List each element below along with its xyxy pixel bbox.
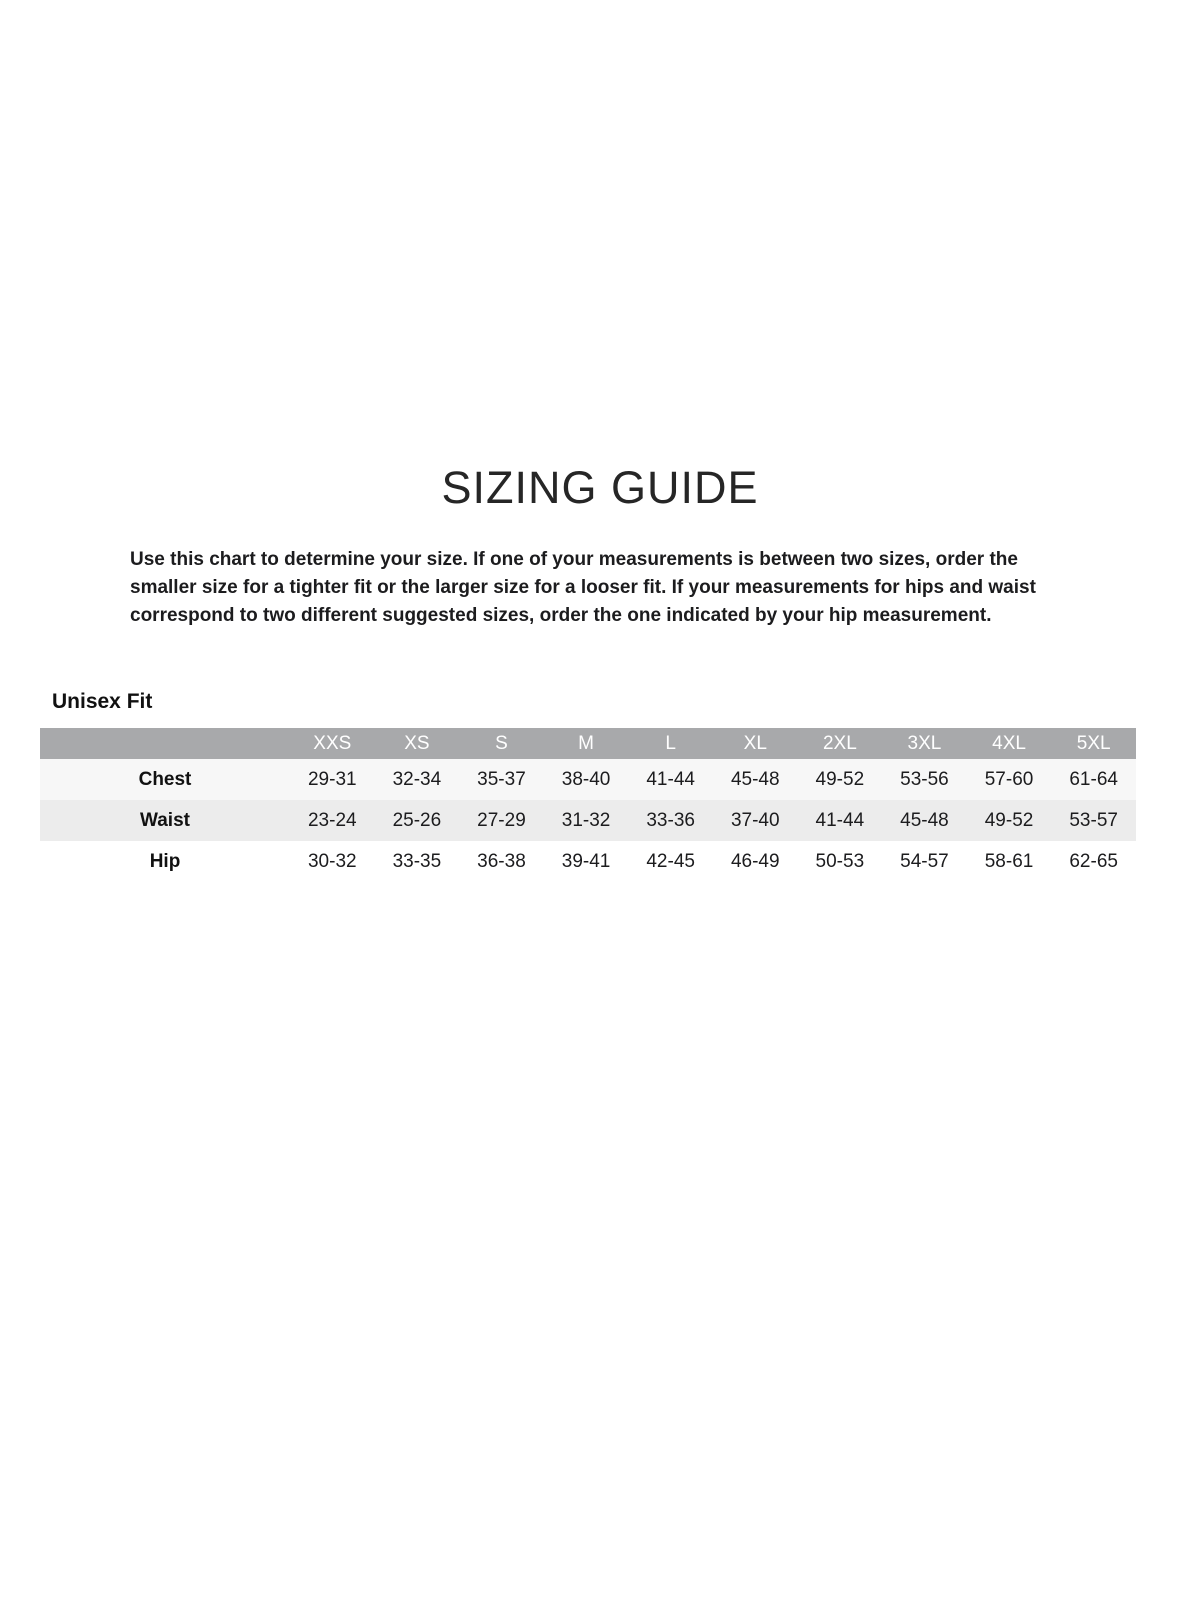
measurement-cell: 41-44 (815, 809, 865, 831)
measurement-cell: 32-34 (392, 768, 442, 790)
size-column-header: XL (713, 728, 798, 759)
measurement-cell: 41-44 (646, 768, 695, 790)
section-heading-unisex-fit: Unisex Fit (52, 690, 153, 713)
row-label-hip: Hip (149, 850, 181, 872)
measurement-cell: 46-49 (730, 850, 780, 872)
measurement-cell: 23-24 (307, 809, 357, 831)
row-label-chest: Chest (138, 768, 192, 790)
measurement-cell: 61-64 (1069, 768, 1118, 790)
table-row-chest (40, 759, 1136, 800)
measurement-cell: 27-29 (477, 809, 526, 831)
size-column-header: 4XL (967, 728, 1052, 759)
size-column-header: S (459, 728, 544, 759)
measurement-cell: 53-57 (1069, 809, 1118, 831)
measurement-cell: 53-56 (900, 768, 949, 790)
measurement-cell: 30-32 (307, 850, 357, 872)
measurement-cell: 38-40 (561, 768, 611, 790)
measurement-cell: 49-52 (815, 768, 865, 790)
measurement-cell: 57-60 (984, 768, 1034, 790)
measurement-cell: 25-26 (392, 809, 442, 831)
size-column-header: 5XL (1051, 728, 1136, 759)
measurement-cell: 45-48 (730, 768, 780, 790)
corner-cell (40, 728, 290, 759)
page-title: SIZING GUIDE (441, 462, 759, 513)
measurement-cell: 33-35 (392, 850, 442, 872)
measurement-cell: 45-48 (900, 809, 949, 831)
measurement-cell: 36-38 (477, 850, 526, 872)
size-column-header: 2XL (798, 728, 883, 759)
measurement-cell: 50-53 (815, 850, 865, 872)
measurement-cell: 42-45 (646, 850, 695, 872)
measurement-cell: 62-65 (1069, 850, 1118, 872)
table-row-waist (40, 800, 1136, 841)
table-row-hip (40, 841, 1136, 882)
size-chart-table (40, 728, 1136, 882)
size-chart-header-row (40, 728, 1136, 759)
measurement-cell: 37-40 (730, 809, 780, 831)
measurement-cell: 54-57 (900, 850, 949, 872)
row-label-waist: Waist (140, 809, 190, 831)
measurement-cell: 35-37 (477, 768, 526, 790)
size-column-header: 3XL (882, 728, 967, 759)
measurement-cell: 31-32 (561, 809, 611, 831)
size-column-header: L (628, 728, 713, 759)
measurement-cell: 49-52 (984, 809, 1034, 831)
intro-paragraph: Use this chart to determine your size. If one of your measurements is between two sizes, order the smaller size for a tighter fit or the larger size for a looser fit. If your measurements for hips and waist correspond to two different suggested sizes, order the one indicated by your hip measurement. (130, 549, 1036, 626)
size-column-header: M (544, 728, 629, 759)
size-column-header: XS (375, 728, 460, 759)
measurement-cell: 33-36 (646, 809, 695, 831)
measurement-cell: 58-61 (984, 850, 1034, 872)
measurement-cell: 39-41 (561, 850, 611, 872)
measurement-cell: 29-31 (307, 768, 357, 790)
size-column-header: XXS (290, 728, 375, 759)
